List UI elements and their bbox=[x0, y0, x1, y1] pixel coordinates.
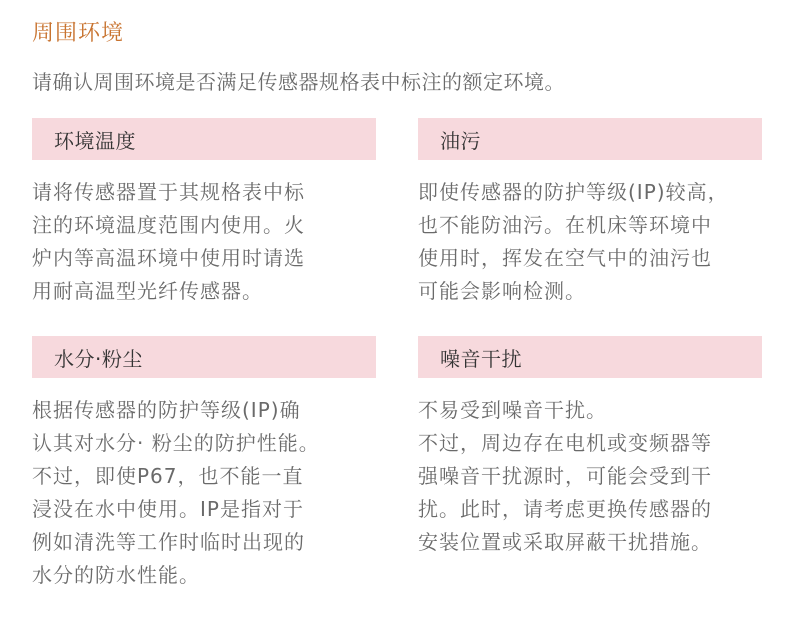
card-body-water-dust: 根据传感器的防护等级(IP)确 认其对水分· 粉尘的防护性能。 不过，即使P67，也不能一直 浸没在水中使用。IP是指对于 例如清洗等工作时临时出现的 水分的防水性能。 bbox=[32, 398, 320, 587]
card-water-dust bbox=[32, 336, 376, 592]
card-body-ambient-temperature: 请将传感器置于其规格表中标 注的环境温度范围内使用。火 炉内等高温环境中使用时请选 用耐高温型光纤传感器。 bbox=[32, 180, 305, 303]
card-body-oil-contamination: 即使传感器的防护等级(IP)较高， 也不能防油污。在机床等环境中 使用时，挥发在空气中的油污也 可能会影响检测。 bbox=[418, 180, 729, 303]
card-body-noise-interference: 不易受到噪音干扰。 不过，周边存在电机或变频器等 强噪音干扰源时，可能会受到干 扰。此时，请考虑更换传感器的 安装位置或采取屏蔽干扰措施。 bbox=[418, 398, 712, 554]
card-heading-water-dust: 水分·粉尘 bbox=[32, 336, 376, 378]
card-heading-oil-contamination: 油污 bbox=[418, 118, 762, 160]
card-ambient-temperature bbox=[32, 118, 376, 308]
card-noise-interference bbox=[418, 336, 762, 559]
intro-text: 请确认周围环境是否满足传感器规格表中标注的额定环境。 bbox=[32, 70, 565, 94]
card-oil-contamination bbox=[418, 118, 762, 308]
page-title: 周围环境 bbox=[32, 21, 125, 46]
card-heading-ambient-temperature: 环境温度 bbox=[32, 118, 376, 160]
card-heading-noise-interference: 噪音干扰 bbox=[418, 336, 762, 378]
